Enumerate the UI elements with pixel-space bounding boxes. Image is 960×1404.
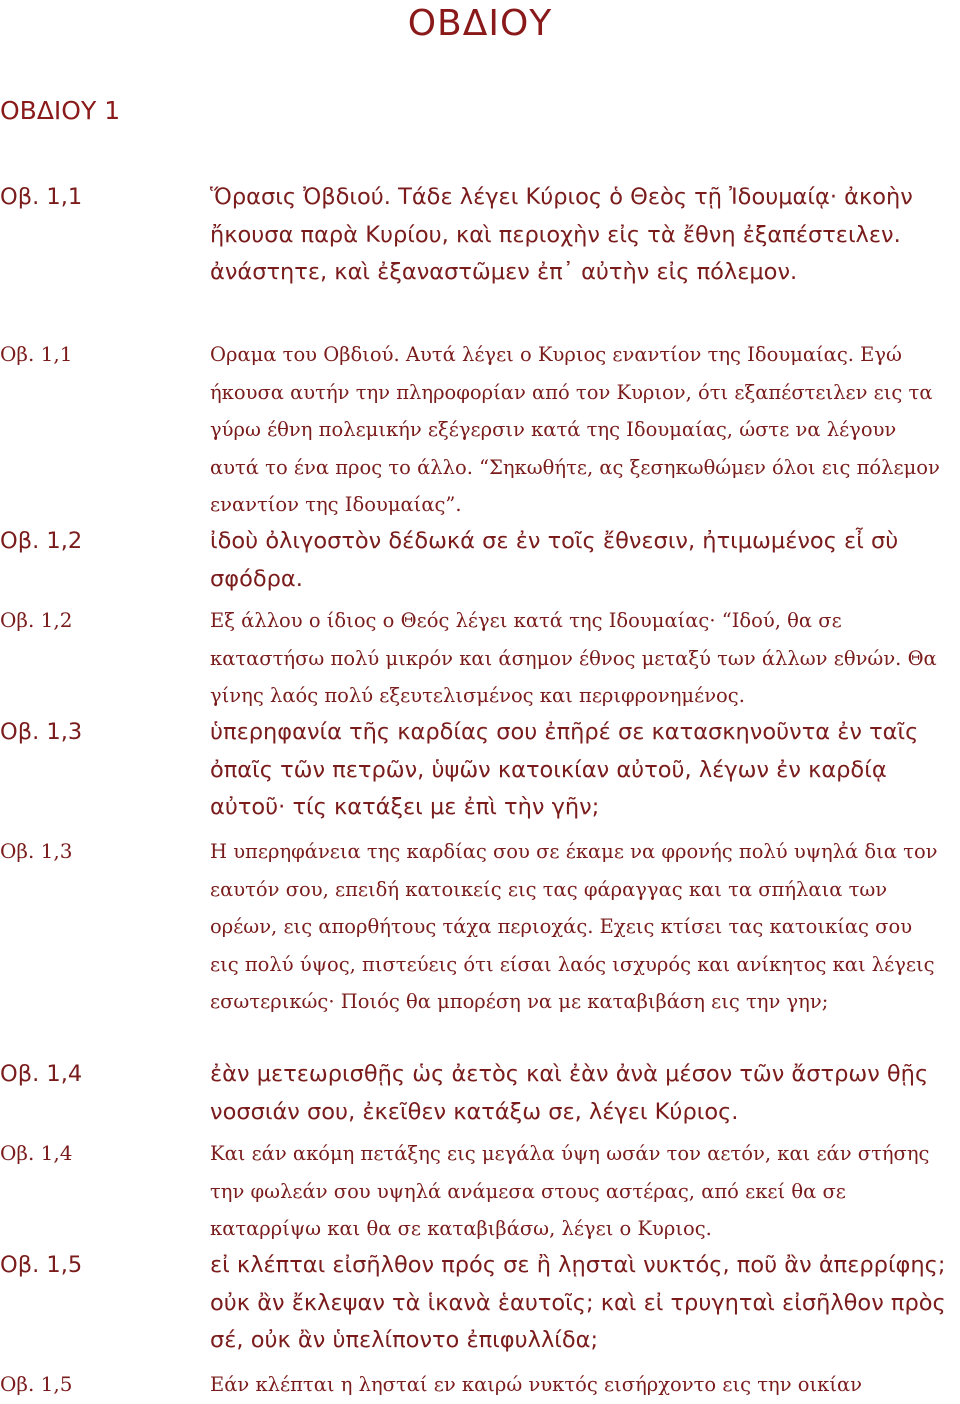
verse-text: ὑπερηφανία τῆς καρδίας σου ἐπῆρέ σε κατασκηνοῦντα ἐν ταῖς ὀπαῖς τῶν πετρῶν, ὑψῶν κατοικίαν αὐτοῦ, λέγων ἐν καρδίᾳ αὐτοῦ· τίς κατάξει με ἐπὶ τὴν γῆν; xyxy=(210,719,919,820)
verse-text: ἐὰν μετεωρισθῇς ὡς ἀετὸς καὶ ἐὰν ἀνὰ μέσον τῶν ἄστρων θῇς νοσσιάν σου, ἐκεῖθεν κατάξω σε, λέγει Κύριος. xyxy=(210,1061,929,1125)
verse-ref: Οβ. 1,3 xyxy=(0,839,73,863)
chapter-heading: ΟΒΔΙΟΥ 1 xyxy=(0,96,121,125)
verse-ref: Οβ. 1,1 xyxy=(0,184,83,210)
verse-text: εἰ κλέπται εἰσῆλθον πρός σε ἢ λῃσταὶ νυκτός, ποῦ ἂν ἀπερρίφης; οὐκ ἂν ἔκλεψαν τὰ ἱκανὰ ἑαυτοῖς; καὶ εἰ τρυγηταὶ εἰσῆλθον πρὸς σέ, οὐκ ἂν ὑπελίποντο ἐπιφυλλίδα; xyxy=(210,1252,946,1353)
verse-ref: Οβ. 1,4 xyxy=(0,1061,83,1087)
verse-text: Οραμα του Οβδιού. Αυτά λέγει ο Κυριος εναντίον της Ιδουμαίας. Εγώ ήκουσα αυτήν την πληροφορίαν από τον Κυριον, ότι εξαπέστειλεν εις τα γύρω έθνη πολεμικήν εξέγερσιν κατά της Ιδουμαίας, ώστε να λέγουν αυτά το ένα προς το άλλο. “Σηκωθήτε, ας ξεσηκωθώμεν όλοι εις πόλεμον εναντίον της Ιδουμαίας”. xyxy=(210,343,940,516)
verse-text: Εξ άλλου ο ίδιος ο Θεός λέγει κατά της Ιδουμαίας· “Ιδού, θα σε καταστήσω πολύ μικρόν και άσημον έθνος μεταξύ των άλλων εθνών. Θα γίνης λαός πολύ εξευτελισμένος και περιφρονημένος. xyxy=(210,609,937,707)
verse-text: Η υπερηφάνεια της καρδίας σου σε έκαμε να φρονής πολύ υψηλά δια τον εαυτόν σου, επειδή κατοικείς εις τας φάραγγας και τα σπήλαια των ορέων, εις απορθήτους τάχα περιοχάς. Εχεις κτίσει τας κατοικίας σου εις πολύ ύψος, πιστεύεις ότι είσαι λαός ισχυρός και ανίκητος και λέγεις εσωτερικώς· Ποιός θα μπορέση να με καταβιβάση εις την γην; xyxy=(210,840,938,1013)
verse-ref: Οβ. 1,5 xyxy=(0,1372,73,1396)
verse-ref: Οβ. 1,5 xyxy=(0,1252,83,1278)
verse-ref: Οβ. 1,3 xyxy=(0,719,83,745)
verse-ref: Οβ. 1,2 xyxy=(0,608,73,632)
verse-text: Και εάν ακόμη πετάξης εις μεγάλα ύψη ωσάν τον αετόν, και εάν στήσης την φωλεάν σου υψηλά ανάμεσα στους αστέρας, από εκεί θα σε καταρρίψω και θα σε καταβιβάσω, λέγει ο Κυριος. xyxy=(210,1142,930,1240)
verse-ref: Οβ. 1,4 xyxy=(0,1141,73,1165)
verse-text: ἰδοὺ ὀλιγοστὸν δέδωκά σε ἐν τοῖς ἔθνεσιν, ἠτιμωμένος εἶ σὺ σφόδρα. xyxy=(210,528,899,592)
verse-text: Ὅρασις Ὀβδιού. Τάδε λέγει Κύριος ὁ Θεὸς τῇ Ἰδουμαίᾳ· ἀκοὴν ἤκουσα παρὰ Κυρίου, καὶ περιοχὴν εἰς τὰ ἔθνη ἐξαπέστειλεν. ἀνάστητε, καὶ ἐξαναστῶμεν ἐπ᾿ αὐτὴν εἰς πόλεμον. xyxy=(210,184,913,285)
verse-ref: Οβ. 1,1 xyxy=(0,342,73,366)
verse-ref: Οβ. 1,2 xyxy=(0,528,83,554)
verse-text: Εάν κλέπται η λησταί εν καιρώ νυκτός εισήρχοντο εις την οικίαν xyxy=(210,1373,862,1396)
book-title: ΟΒΔΙΟΥ xyxy=(407,3,553,44)
